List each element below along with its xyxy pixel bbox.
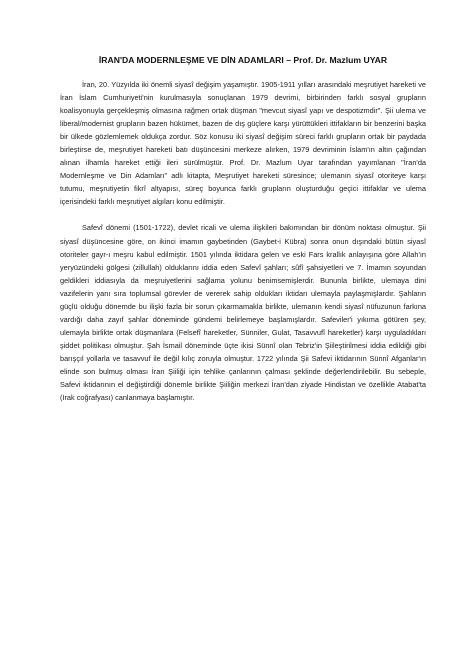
paragraph-1: İran, 20. Yüzyılda iki önemli siyasî değişim yaşamıştır. 1905-1911 yılları arasındaki meşrutiyet hareketi ve İran İslam Cumhuriyeti'nin kurulmasıyla sonuçlanan 1979 devrimi, birbirinden farklı sosyal grupların koalisyonuyla gerçekleşmiş olmasına rağmen ortak düşman "mevcut siyasî yapı ve despotizmdir". Şii ulema ve liberal/modernist grupların bazen hükümet, bazen de dış güçlere karşı yürüttükleri ittifakların bir benzerini başka bir ülkede gözlemlemek oldukça zordur. Söz konusu iki siyasî değişim süreci farklı grupların ortak bir paydada birleştirse de, meşrutiyet hareketi batı düşüncesini merkeze alırken, 1979 devriminin İslam'ın altın çağından alınan ilhamla hareket ettiği ileri sürülmüştür. Prof. Dr. Mazlum Uyar tarafından yayımlanan "İran'da Modernleşme ve Din Adamları" adlı kitapta, Meşrutiyet hareketi süresince; ulemanın siyasî otoriteye karşı tutumu, meşrutiyetin fikrî altyapısı, süreç boyunca farklı grupların oluşturduğu geçici ittifaklar ve ulema içerisindeki farklı meşrutiyet algıları konu edilmiştir. — [60, 80, 426, 207]
paragraph-2: Safevî dönemi (1501-1722), devlet ricali ve ulema ilişkileri bakımından bir dönüm noktası olmuştur. Şii siyasî düşüncesine göre, on ikinci imamın gaybetinden (Gaybet-i Kübra) sonra onun dışındaki bütün siyasî otoriteler gayr-ı meşru kabul edilmiştir. 1501 yılında iktidara gelen ve eski Fars krallık anlayışına göre Allah'ın yeryüzündeki gölgesi (zillullah) olduklarını iddia eden Safevî şahları; sûfî şahsiyetleri ve 7. İmamın soyundan geldikleri iddiasıyla da meşruiyetlerini sağlama yolunu benimsemişlerdir. Bununla birlikte, ulemaya dini vazifelerin yanı sıra toplumsal görevler de vererek sahip oldukları iktidarı ulemayla paylaşmışlardır. Şahların güçlü olduğu dönemde bu ilişki fazla bir sorun çıkarmamakla birlikte, ulemanın kendi siyasî nüfuzunun farkına vardığı daha zayıf şahlar döneminde gündemi belirlemeye başlamışlardır. Safeviler'i yıkıma götüren şey, ulemayla birlikte ortak düşmanlara (Felsefî hareketler, Sünniler, Gulat, Tasavvufî hareketler) karşı uyguladıkları şiddet politikası olmuştur. Şah İsmail döneminde üçte ikisi Sünnî olan Tebriz'in Şiileştirilmesi iddia edildiği gibi barışçıl yollarla ve tasavvuf ile değil kılıç zoruyla olmuştur. 1722 yılında Şii Safevi iktidarının Sünnî Afganlar'ın elinde son bulmuş olması İran Şiiliği için tehlike çanlarının çalması şeklinde değerlendirilebilir. Bu sebeple, Safevi iktidarının el değiştirdiği dönemle birlikte Şiiliğin merkezi İran'dan ziyade Hindistan ve özellikle Atabat'ta (Irak coğrafyası) canlanmaya başlamıştır. — [60, 223, 426, 403]
document-title: İRAN'DA MODERNLEŞME VE DİN ADAMLARI – Prof. Dr. Mazlum UYAR — [98, 55, 388, 65]
